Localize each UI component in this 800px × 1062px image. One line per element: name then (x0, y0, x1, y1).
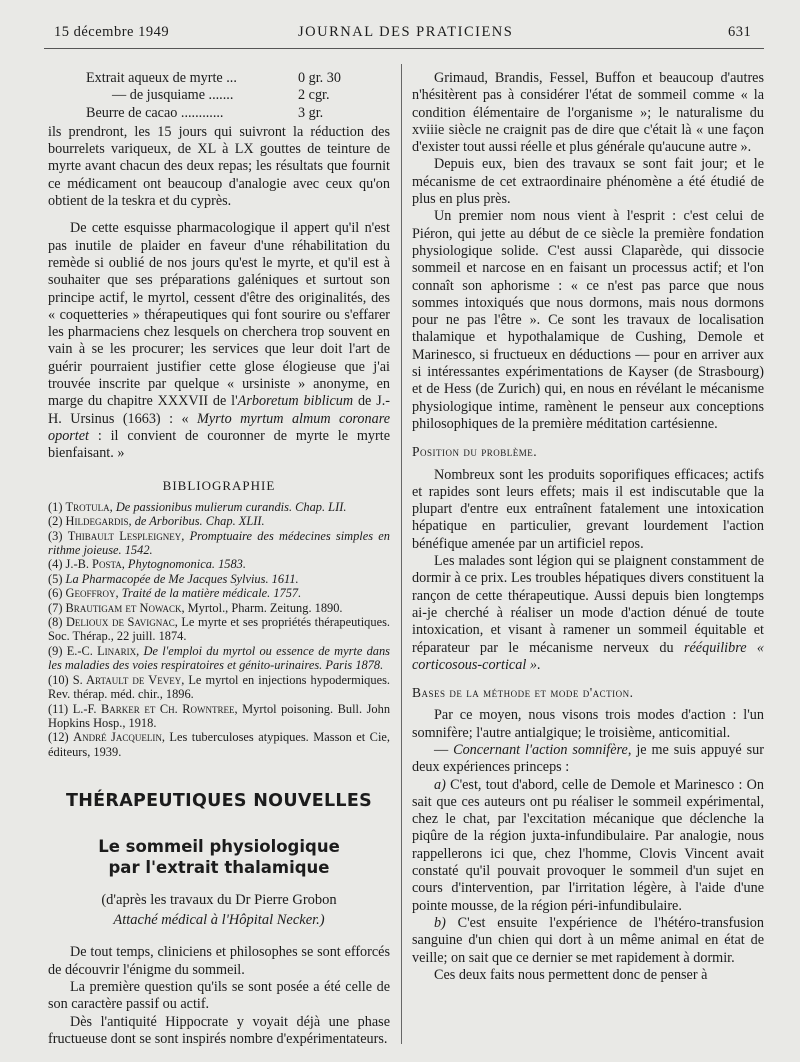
paragraph: Ces deux faits nous permettent donc de penser à (434, 966, 708, 983)
bibliography (48, 500, 390, 759)
bibliography-entry: (12) André Jacquelin, Les tuberculoses atypiques. Masson et Cie, éditeurs, 1939. (48, 730, 390, 759)
bibliography-entry: (3) Thibault Lespleigney, Promptuaire des médecines simples en rithme joieuse. 1542. (48, 528, 391, 558)
bibliography-entry: (1) Trotula, De passionibus mulierum curandis. Chap. LII. (48, 499, 347, 514)
bibliography-entry: (10) S. Artault de Vevey, Le myrtol en injections hypodermiques. Rev. thérap. méd. chir., 1896. (48, 672, 390, 702)
bibliography-entry: (5) La Pharmacopée de Me Jacques Sylvius. 1611. (48, 571, 299, 586)
paragraph: b) C'est ensuite l'expérience de l'hétéro-transfusion sanguine d'un chien qui dort à un même animal en état de veille; on sait que ce dernier se met rapidement à dormir. (412, 914, 764, 966)
bibliography-entry: (9) E.-C. Linarix, De l'emploi du myrtol ou essence de myrte dans les maladies des voies respiratoires et génito-urinaires. Paris 1878. (48, 643, 390, 673)
bibliography-entry: (2) Hildegardis, de Arboribus. Chap. XLII. (48, 514, 265, 529)
paragraph: Dès l'antiquité Hippocrate y voyait déjà une phase fructueuse dont se sont inspirés nombre d'expérimentateurs. (48, 1013, 390, 1047)
paragraph: Par ce moyen, nous visons trois modes d'action : l'un somnifère; l'autre antialgique; le troisième, anticomitial. (412, 707, 764, 741)
bibliography-entry: (6) Geoffroy, Traité de la matière médicale. 1757. (48, 586, 302, 601)
bibliography-entry: (4) J.-B. Posta, Phytognomonica. 1583. (48, 557, 246, 572)
paragraph: a) C'est, tout d'abord, celle de Demole et Marinesco : On sait que ces auteurs ont pu réaliser le sommeil expérimental, chez le chat, par l'excitation mécanique que déclenche la piqûre de la région juxta-infundibulaire. Par analogie, nous rappellerons ici que, chez l'homme, Clovis Vincent avait constaté qu'il pouvait provoquer le sommeil d'un sujet en cours d'intervention, par l'irritation légère, à l'aide d'une pointe mousse, de la région péri-infundibulaire. (412, 776, 764, 914)
left-column (48, 70, 390, 1048)
bibliography-entry: (8) Delioux de Savignac, Le myrte et ses propriétés thérapeutiques. Soc. Thérap., 22 juill. 1874. (48, 615, 390, 644)
paragraph: Un premier nom nous vient à l'esprit : c'est celui de Piéron, qui jette au début de ce siècle la première fondation physiologique solide. C'est aussi Claparède, qui dissocie sommeil et narcose en en faisant un processus actif; et l'on connaît son aphorisme : « ce n'est pas parce que nous sommes intoxiqués que nous dormons, mais nous dormons pour ne pas l'être ». Ce sont les travaux de localisation thalamique et hypothalamique de Cushing, Demole et Marinesco, si fructueux en déductions — pour en arriver aux si intéressantes expérimentations de Kayser (de Strasbourg) et de Hess (de Zurich) qui, en nous en révélant le mécanisme physiologique intime, ramènent le penseur aux conceptions philosophiques de la première méditation cartésienne. (412, 208, 764, 432)
paragraph: Depuis eux, bien des travaux se sont fait jour; et le mécanisme de cet extraordinaire phénomène a été étudié de plus en plus près. (412, 156, 764, 208)
subsection-heading: Bases de la méthode et mode d'action. (412, 685, 634, 701)
column-divider (401, 64, 402, 1044)
page-header (0, 24, 800, 46)
section-title: THÉRAPEUTIQUES NOUVELLES (65, 791, 373, 812)
header-rule (44, 48, 764, 49)
paragraph: ils prendront, les 15 jours qui suivront la réduction des bourrelets variqueux, de XL à LX gouttes de teinture de myrte avant chacun des deux repas; les résultats que fournit ce médicament ont beaucoup d'analogie avec ceux qu'on obtient de la teskra et du cyprès. (48, 123, 390, 210)
paragraph: De cette esquisse pharmacologique il appert qu'il n'est pas inutile de plaider en faveur d'une réhabilitation du remède si oublié de nos jours qu'est le myrte, et qu'il est à souhaiter que ses préparations galéniques et surtout son principe actif, le myrtol, cessent d'être des originalités, des « coquetteries » thérapeutiques qui font sourire ou s'effarer les pharmaciens chez lesquels on cherchera trop souvent en vain à se les procurer; les services que leur doit l'art de guérir pourraient justifier cette glose élogieuse que j'ai trouvée inscrite par quelque « ursiniste » anonyme, en marge du chapitre XXXVII de l'Arboretum biblicum de J.-H. Ursinus (1663) : « Myrto myrtum almum coronare oportet : il convient de couronner de myrte le myrte bienfaisant. » (48, 220, 390, 462)
byline: (d'après les travaux du Dr Pierre Grobon Attaché médical à l'Hôpital Necker.) (101, 892, 337, 929)
article-title: Le sommeil physiologique par l'extrait thalamique (98, 837, 340, 878)
paragraph: De tout temps, cliniciens et philosophes se sont efforcés de découvrir l'énigme du sommeil. (48, 944, 390, 978)
subsection-heading: Position du problème. (412, 444, 538, 460)
right-column (412, 70, 764, 984)
bibliography-entry: (7) Brautigam et Nowack, Myrtol., Pharm. Zeitung. 1890. (48, 600, 343, 615)
formula (86, 70, 390, 122)
formula-line: Extrait aqueux de myrte ... 0 gr. 30 (86, 70, 341, 86)
formula-line: Beurre de cacao ............ 3 gr. (86, 104, 324, 121)
paragraph: Nombreux sont les produits soporifiques efficaces; actifs et rapides sont leurs effets; mais il est indiscutable que la plupart d'entre eux entraînent fatalement une intoxication hépatique en particulier, grevant lourdement l'action bénéfique amenée par un artificiel repos. (412, 466, 764, 552)
paragraph: Grimaud, Brandis, Fessel, Buffon et beaucoup d'autres n'hésitèrent pas à considérer l'état de sommeil comme « la condition élémentaire de l'organisme »; le naturalisme du xviiie siècle ne craignit pas de dire que c'était là « une façon d'exister tout aussi réelle et plus générale qu'aucune autre ». (412, 70, 764, 156)
paragraph: — Concernant l'action somnifère, je me suis appuyé sur deux expériences princeps : (412, 741, 764, 776)
formula-line: — de jusquiame ....... 2 cgr. (112, 87, 330, 104)
paragraph: Les malades sont légion qui se plaignent constamment de dormir à ce prix. Les troubles hépatiques divers constituent la rançon de cette thérapeutique. Aussi depuis bien longtemps ai-je cherché à réaliser un mode d'action dénué de toute intoxication, et visant à ramener un sommeil équitable et réparateur par le mécanisme nerveux du rééquilibre « corticosous-cortical ». (412, 553, 764, 673)
header-journal-title: JOURNAL DES PRATICIENS (298, 24, 514, 40)
header-date: 15 décembre 1949 (54, 24, 170, 40)
bibliography-title: BIBLIOGRAPHIE (162, 477, 276, 493)
bibliography-entry: (11) L.-F. Barker et Ch. Rowntree, Myrtol poisoning. Bull. John Hopkins Hosp., 1918. (48, 701, 391, 730)
header-page-number: 631 (728, 24, 752, 40)
paragraph: La première question qu'ils se sont posée a été celle de son caractère passif ou actif. (48, 979, 390, 1013)
